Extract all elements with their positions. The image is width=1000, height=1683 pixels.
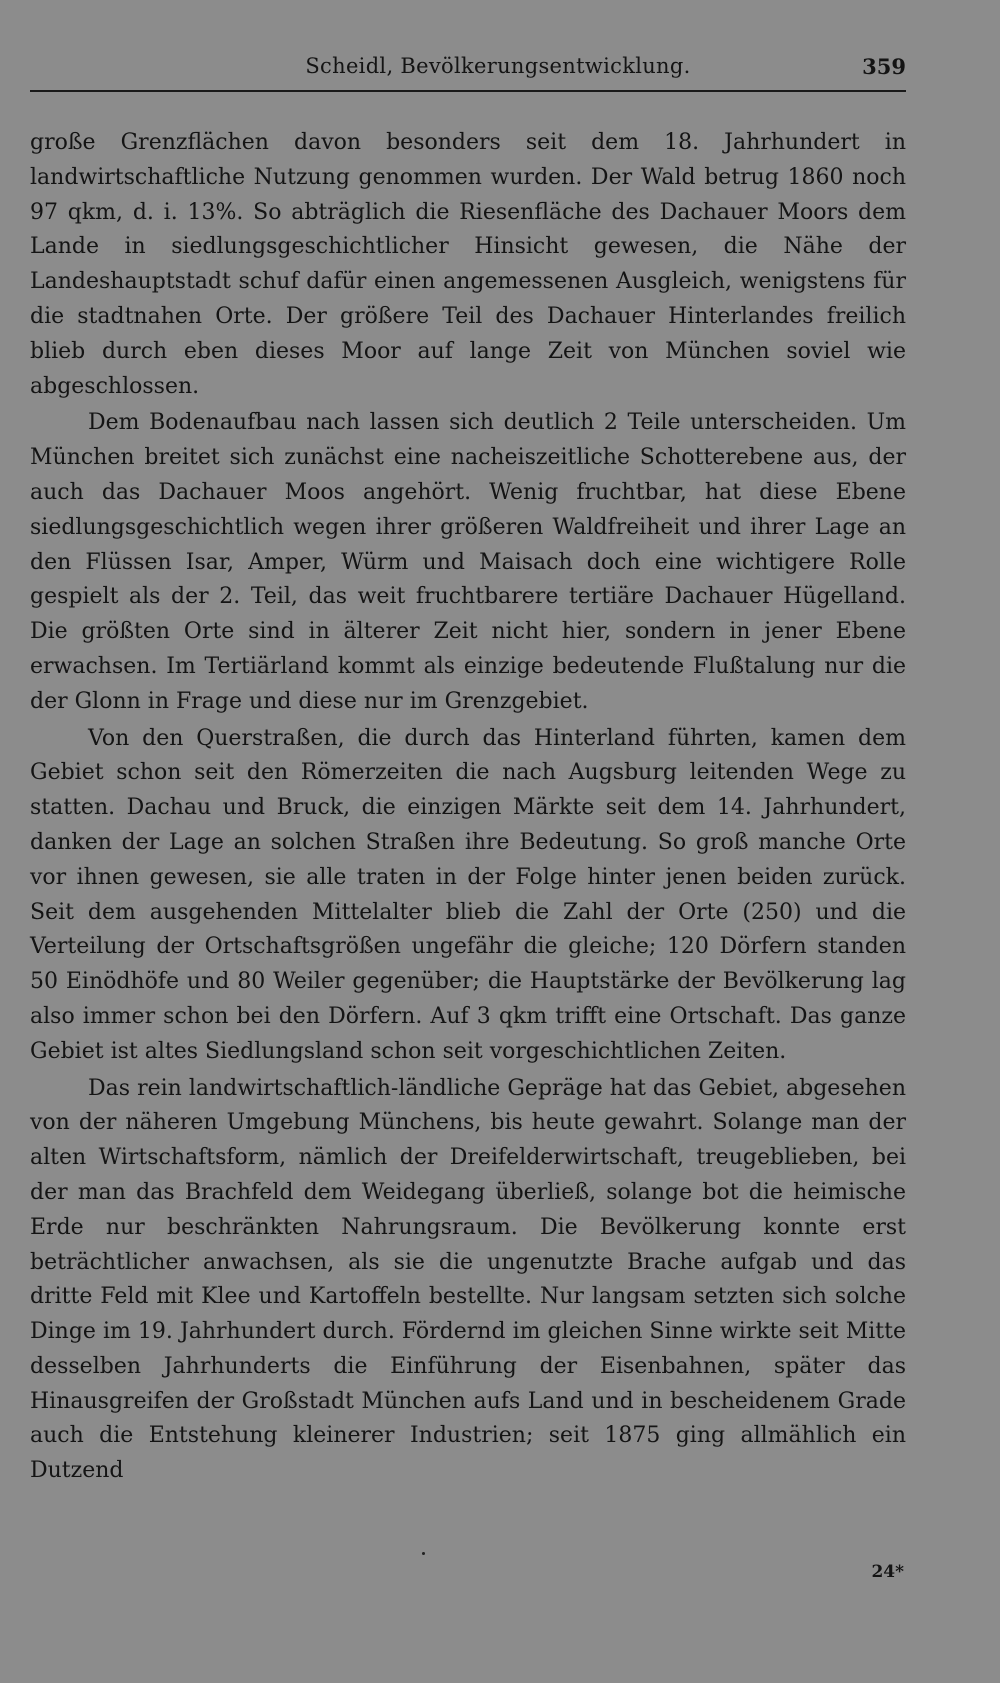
paragraph-1: große Grenzflächen davon besonders seit dem 18. Jahrhundert in landwirtschaftliche Nutzung genommen wurden. Der Wald betrug 1860 noch 97 qkm, d. i. 13%. So abträglich die Riesenfläche des Dachauer Moors dem Lande in siedlungsgeschichtlicher Hinsicht gewesen, die Nähe der Landeshauptstadt schuf dafür einen angemessenen Ausgleich, wenigstens für die stadtnahen Orte. Der größere Teil des Dachauer Hinterlandes freilich blieb durch eben dieses Moor auf lange Zeit von München soviel wie abgeschlossen. [30,130,906,399]
print-speck [422,1552,425,1555]
book-page [30,52,906,1652]
running-title: Scheidl, Bevölkerungsentwicklung. [305,54,691,78]
header-rule [30,90,906,92]
page-number: 359 [862,54,906,79]
paragraph-4: Das rein landwirtschaftlich-ländliche Gepräge hat das Gebiet, abgesehen von der näheren Umgebung Münchens, bis heute gewahrt. Solange man der alten Wirtschaftsform, nämlich der Dreifelderwirtschaft, treugeblieben, bei der man das Brachfeld dem Weidegang überließ, solange bot die heimische Erde nur beschränkten Nahrungsraum. Die Bevölkerung konnte erst beträchtlicher anwachsen, als sie die ungenutzte Brache aufgab und das dritte Feld mit Klee und Kartoffeln bestellte. Nur langsam setzten sich solche Dinge im 19. Jahrhundert durch. Fördernd im gleichen Sinne wirkte seit Mitte desselben Jahrhunderts die Einführung der Eisenbahnen, später das Hinausgreifen der Großstadt München aufs Land und in bescheidenem Grade auch die Entstehung kleinerer Industrien; seit 1875 ging allmählich ein Dutzend [30,1075,906,1484]
paragraph-3: Von den Querstraßen, die durch das Hinterland führten, kamen dem Gebiet schon seit den Römerzeiten die nach Augsburg leitenden Wege zu statten. Dachau und Bruck, die einzigen Märkte seit dem 14. Jahrhundert, danken der Lage an solchen Straßen ihre Bedeutung. So groß manche Orte vor ihnen gewesen, sie alle traten in der Folge hinter jenen beiden zurück. Seit dem ausgehenden Mittelalter blieb die Zahl der Orte (250) und die Verteilung der Ortschaftsgrößen ungefähr die gleiche; 120 Dörfern standen 50 Einödhöfe und 80 Weiler gegenüber; die Hauptstärke der Bevölkerung lag also immer schon bei den Dörfern. Auf 3 qkm trifft eine Ortschaft. Das ganze Gebiet ist altes Siedlungsland schon seit vorgeschichtlichen Zeiten. [30,725,906,1064]
body-text [30,126,906,1489]
signature-mark: 24* [871,1562,904,1582]
paragraph-2: Dem Bodenaufbau nach lassen sich deutlich 2 Teile unterscheiden. Um München breitet sich zunächst eine nacheiszeitliche Schotterebene aus, der auch das Dachauer Moos angehört. Wenig fruchtbar, hat diese Ebene siedlungsgeschichtlich wegen ihrer größeren Waldfreiheit und ihrer Lage an den Flüssen Isar, Amper, Würm und Maisach doch eine wichtigere Rolle gespielt als der 2. Teil, das weit fruchtbarere tertiäre Dachauer Hügelland. Die größten Orte sind in älterer Zeit nicht hier, sondern in jener Ebene erwachsen. Im Tertiärland kommt als einzige bedeutende Flußtalung nur die der Glonn in Frage und diese nur im Grenzgebiet. [30,410,906,714]
running-head [30,52,906,86]
